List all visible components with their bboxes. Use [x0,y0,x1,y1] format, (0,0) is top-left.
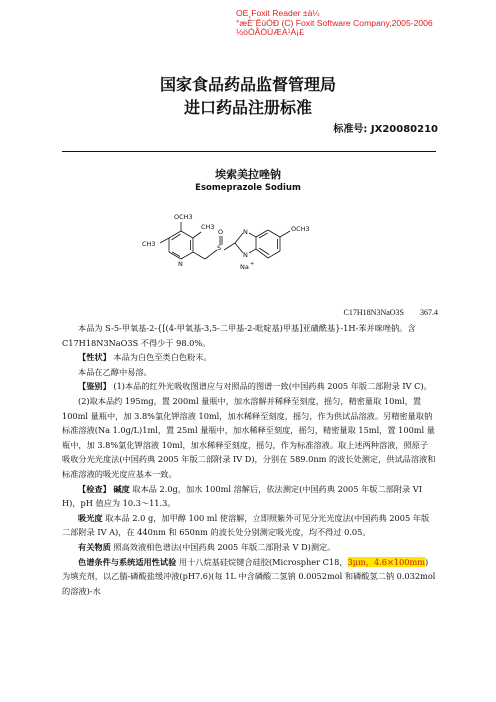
label-plus-charge: + [250,261,255,267]
chromatography-text-b: )为填充剂，以乙腈-磷酸盐缓冲液(pH7.6)(每 1L 中含磷酸二氢钠 0.0052mol 和磷酸氢二钠 0.032mol 的溶液)-水 [62,556,436,596]
watermark-line-3: ½öÓÃÓÚÆÀ¹À¡£ [236,27,304,38]
label-sodium: Na [240,263,249,271]
chromatography-text-a: 用十八烷基硅烷键合硅胶(Microspher C18， [178,556,348,567]
absorbance-text: 取本品 2.0 g，加甲醇 100 ml 使溶解，立即照紫外可见分光光度法(中国药典 2005 年版二部附录 IV A)，在 440nm 和 650nm 的波长处分别测定吸光度，均不得过 0.05。 [62,512,430,538]
chromatography-heading: 色谱条件与系统适用性试验 [78,556,177,567]
watermark-line-2: °æÈ¨ËùÓÐ (C) Foxit Software Company,2005-2006 [236,17,433,28]
standard-number: 标准号: JX20080210 [333,124,438,135]
alkalinity-text: 取本品 2.0g，加水 100ml 溶解后，依法测定(中国药典 2005 年版二部附录 VI H)，pH 值应为 10.3～11.3。 [62,483,422,509]
absorbance-section [62,511,436,540]
alkalinity-heading: 碱度 [113,483,130,494]
label-n-imidazole-top: N [243,228,248,236]
absorbance-heading: 吸光度 [78,512,103,523]
chromatography-section [62,555,436,599]
highlighted-column-spec[interactable]: 3μm，4.6×100mm [347,556,426,567]
identification-heading: 【鉴别】 [78,381,111,392]
structure-bonds [160,222,290,259]
check-heading: 【检查】 [78,483,111,494]
molecular-weight: 367.4 [420,308,438,317]
watermark-line-1: OE¸Foxit Reader ±à¼ [236,8,320,18]
identification-item-1: (1)本品的红外光吸收图谱应与对照品的图谱一致(中国药典 2005 年版二部附录 IV C)。 [113,381,432,392]
molecular-formula: C17H18N3NaO3S [343,308,404,317]
character-text: 本品为白色至类白色粉末。 [113,352,212,363]
related-substances-text: 照高效液相色谱法(中国药典 2005 年版二部附录 V D)测定。 [113,541,336,552]
drug-name-cn: 埃索美拉唑钠 [215,168,281,181]
label-n-pyridine: N [178,260,183,268]
label-ch3-left: CH3 [142,240,156,248]
solubility-text: 本品在乙醇中易溶。 [78,366,152,377]
label-och3-top: OCH3 [174,213,193,221]
drug-name-en: Esomeprazole Sodium [195,183,301,193]
header-divider [62,151,436,152]
watermark [236,9,486,38]
document-title: 进口药品注册标准 [183,98,312,117]
label-och3-benz: OCH3 [291,225,310,233]
related-substances-section [62,540,436,555]
label-sulfur: S [217,244,222,252]
monograph-body [62,321,436,598]
label-oxygen: O [218,228,224,236]
molecular-formula-line [344,308,438,317]
identification-section [62,379,436,394]
label-ch3-right: CH3 [201,223,215,231]
label-n-imidazole-bottom: N [243,251,248,259]
intro-paragraph: 本品为 S-5-甲氧基-2-{[(4-甲氧基-3,5-二甲基-2-吡啶基)甲基]亚磺酰基}-1H-苯并咪唑钠。含C17H18N3NaO3S 不得少于 98.0%。 [62,323,416,348]
structural-formula [138,203,368,303]
check-section [62,482,436,511]
character-heading: 【性状】 [78,352,111,363]
identification-item-2: (2)取本品约 195mg，置 200ml 量瓶中，加水溶解并稀释至刻度，摇匀，精密量取 10ml，置 100ml 量瓶中，加 3.8%氯化钾溶液 10ml，加水稀释至刻度，摇匀，作为供试品溶液。另精密量取钠标准溶液(Na 1.0g/L)1ml，置 25ml 量瓶中，加水稀释至刻度，摇匀，精密量取 15ml，置 100ml 量瓶中，加 3.8%氯化钾溶液 10ml，加水稀释至刻度，摇匀，作为标准溶液。取上述两种溶液，照原子吸收分光光度法(中国药典 2005 年版二部附录 IV D)，分别在 589.0nm 的波长处测定，供试品溶液和标准溶液的吸光度应基本一致。 [62,395,436,479]
character-section [62,350,436,365]
related-substances-heading: 有关物质 [78,541,111,552]
agency-title: 国家食品药品监督管理局 [159,75,336,94]
